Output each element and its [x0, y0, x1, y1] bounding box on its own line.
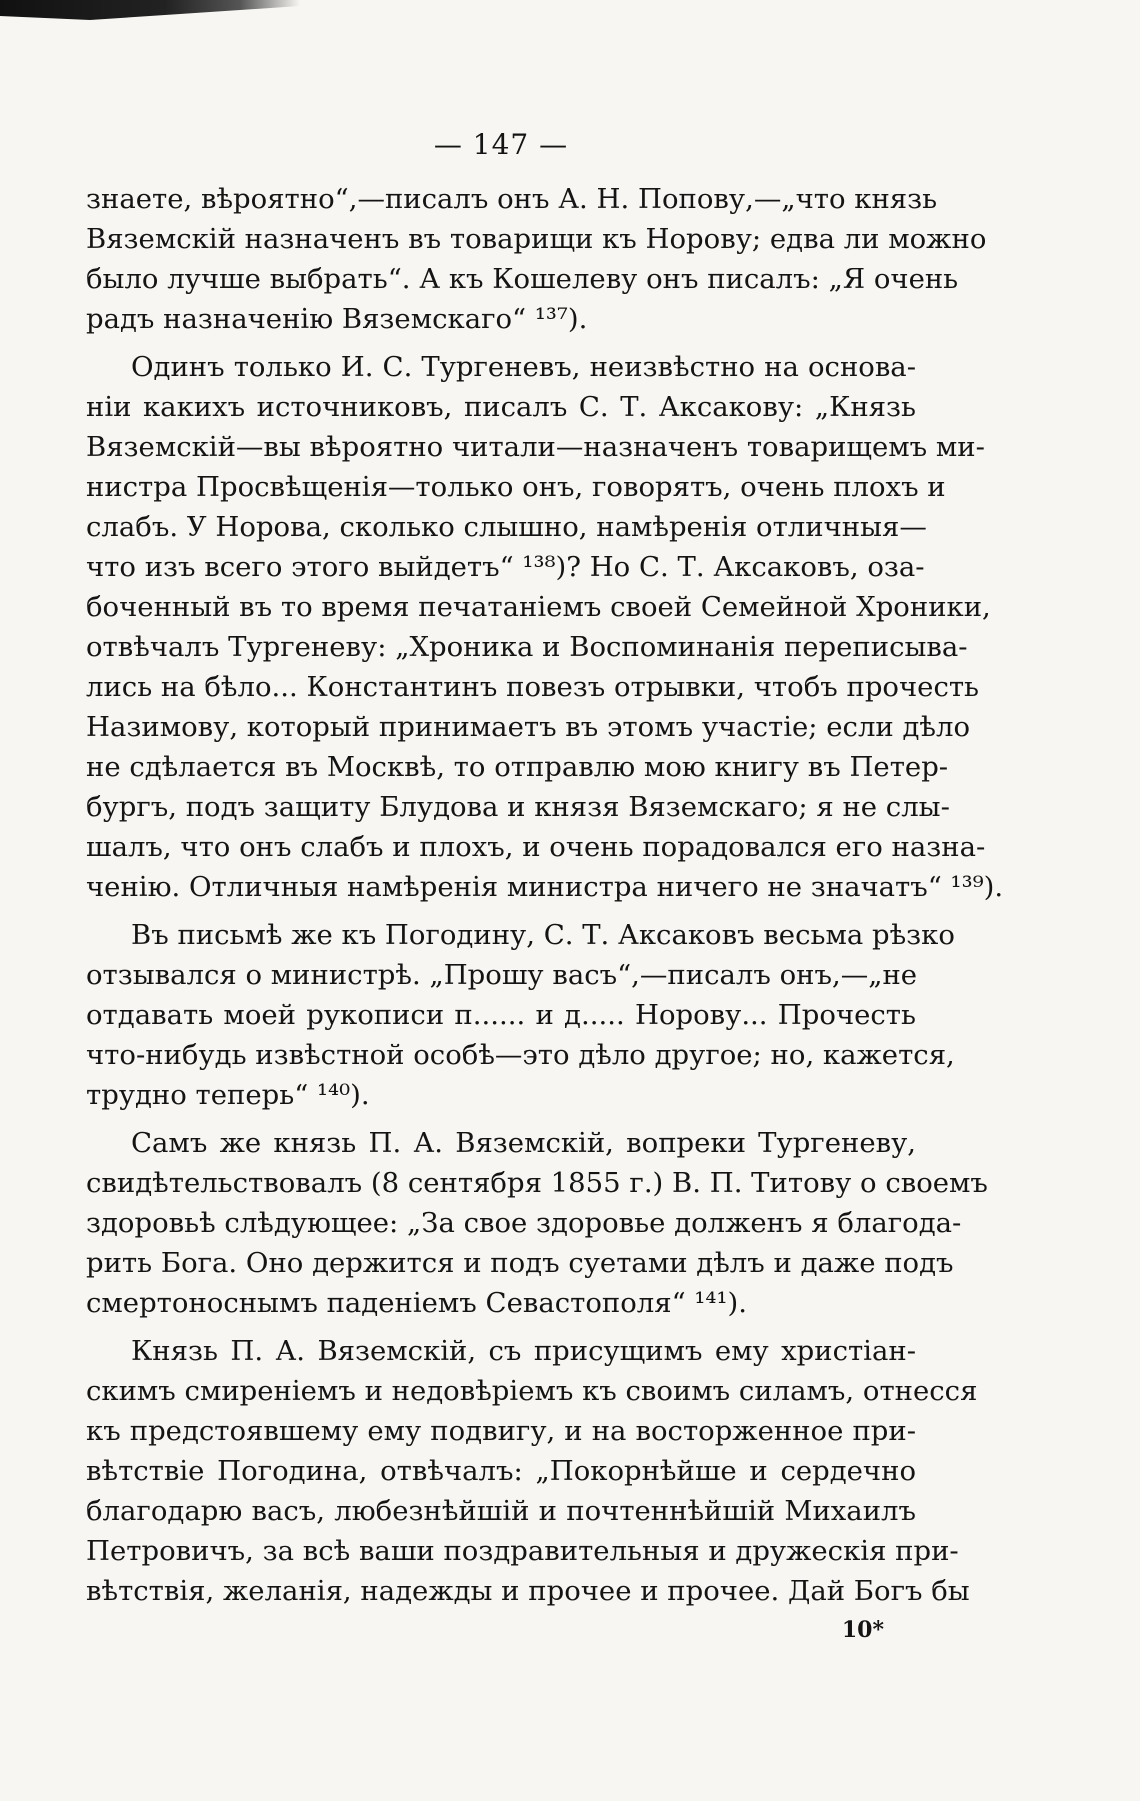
text-line: Въ письмѣ же къ Погодину, С. Т. Аксаковъ весьма рѣзко [131, 919, 955, 951]
text-line: что-нибудь извѣстной особѣ—это дѣло другое; но, кажется, [86, 1039, 955, 1071]
text-line: Самъ же князь П. А. Вяземскій, вопреки Тургеневу, [131, 1127, 916, 1159]
signature-mark: 10* [841, 1617, 884, 1643]
text-line: ченію. Отличныя намѣренія министра ничего не значатъ“ ¹³⁹). [86, 871, 1004, 903]
text-line: ніи какихъ источниковъ, писалъ С. Т. Аксакову: „Князь [86, 391, 916, 423]
text-line: боченный въ то время печатаніемъ своей Семейной Хроники, [86, 591, 991, 623]
text-line: скимъ смиреніемъ и недовѣріемъ къ своимъ силамъ, отнесся [86, 1375, 978, 1407]
book-page [86, 128, 1004, 1643]
text-line: радъ назначенію Вяземскаго“ ¹³⁷). [86, 303, 588, 335]
text-line: вѣтствіе Погодина, отвѣчалъ: „Покорнѣйше и сердечно [86, 1455, 916, 1487]
text-line: не сдѣлается въ Москвѣ, то отправлю мою книгу въ Петер- [86, 751, 949, 783]
paragraph-2 [86, 347, 1004, 907]
text-line: благодарю васъ, любезнѣйшій и почтеннѣйшій Михаилъ [86, 1495, 916, 1527]
paragraph-3 [86, 915, 955, 1115]
paragraph-5 [86, 1331, 978, 1611]
paragraph-1 [86, 179, 987, 339]
text-line: Князь П. А. Вяземскій, съ присущимъ ему христіан- [131, 1335, 916, 1367]
text-line: слабъ. У Норова, сколько слышно, намѣренія отличныя— [86, 511, 927, 543]
text-line: къ предстоявшему ему подвигу, и на восторженное при- [86, 1415, 916, 1447]
text-line: отвѣчалъ Тургеневу: „Хроника и Воспоминанія переписыва- [86, 631, 968, 663]
text-line: было лучше выбрать“. А къ Кошелеву онъ писалъ: „Я очень [86, 263, 959, 295]
paragraph-4 [86, 1123, 988, 1323]
text-line: Вяземскій назначенъ въ товарищи къ Норову; едва ли можно [86, 223, 987, 255]
text-line: Вяземскій—вы вѣроятно читали—назначенъ товарищемъ ми- [86, 431, 985, 463]
text-line: нистра Просвѣщенія—только онъ, говорятъ, очень плохъ и [86, 471, 946, 503]
text-line: смертоноснымъ паденіемъ Севастополя“ ¹⁴¹). [86, 1287, 747, 1319]
text-line: знаете, вѣроятно“,—писалъ онъ А. Н. Попову,—„что князь [86, 183, 938, 215]
text-line: Петровичъ, за всѣ ваши поздравительныя и дружескія при- [86, 1535, 959, 1567]
scan-edge-artifact [0, 0, 300, 20]
text-line: свидѣтельствовалъ (8 сентября 1855 г.) В. П. Титову о своемъ [86, 1167, 988, 1199]
text-line: отзывался о министрѣ. „Прошу васъ“,—писалъ онъ,—„не [86, 959, 918, 991]
text-line: Назимову, который принимаетъ въ этомъ участіе; если дѣло [86, 711, 971, 743]
text-line: здоровьѣ слѣдующее: „За свое здоровье долженъ я благода- [86, 1207, 962, 1239]
text-line: отдавать моей рукописи п...... и д..... Норову... Прочесть [86, 999, 916, 1031]
text-line: лись на бѣло... Константинъ повезъ отрывки, чтобъ прочесть [86, 671, 980, 703]
text-line: Одинъ только И. С. Тургеневъ, неизвѣстно на основа- [131, 351, 916, 383]
text-line: шалъ, что онъ слабъ и плохъ, и очень порадовался его назна- [86, 831, 986, 863]
text-line: что изъ всего этого выйдетъ“ ¹³⁸)? Но С. Т. Аксаковъ, оза- [86, 551, 925, 583]
text-line: рить Бога. Оно держится и подъ суетами дѣлъ и даже подъ [86, 1247, 954, 1279]
text-line: трудно теперь“ ¹⁴⁰). [86, 1079, 370, 1111]
text-line: вѣтствія, желанія, надежды и прочее и прочее. Дай Богъ бы [86, 1575, 970, 1607]
page-number: — 147 — [433, 128, 569, 161]
text-line: бургъ, подъ защиту Блудова и князя Вяземскаго; я не слы- [86, 791, 950, 823]
